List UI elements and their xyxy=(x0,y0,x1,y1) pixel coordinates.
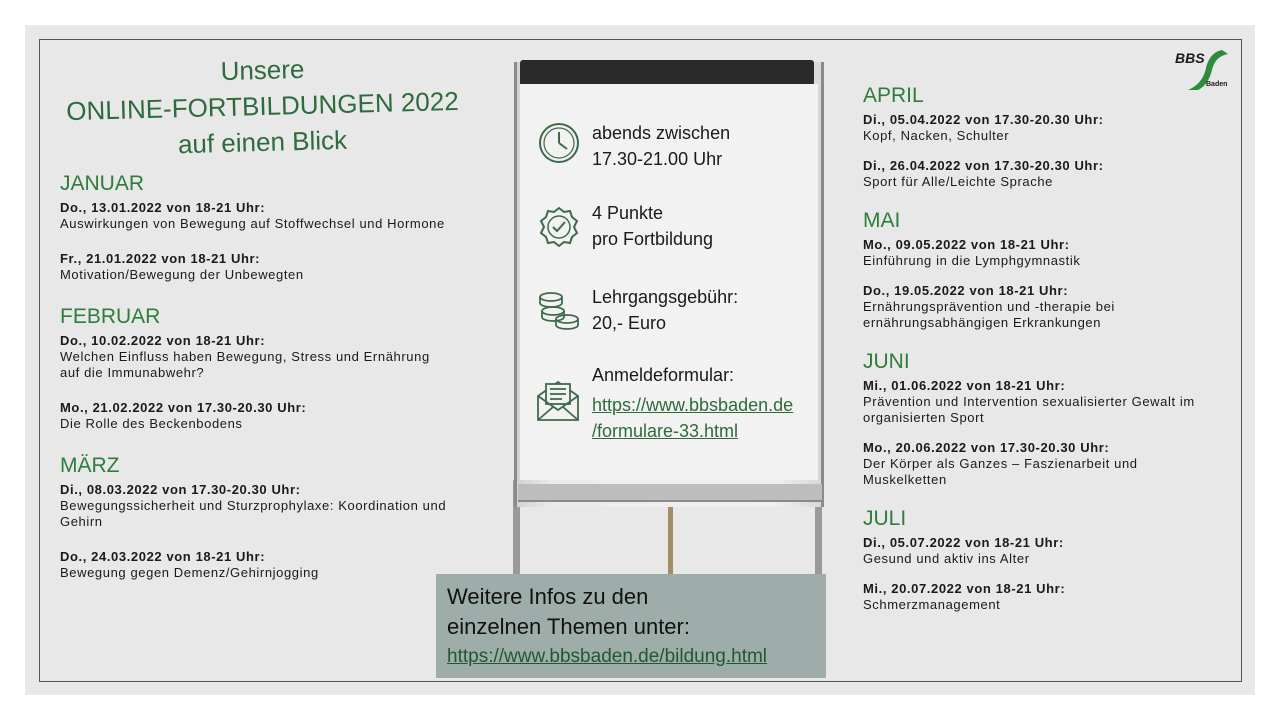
event-item xyxy=(863,378,1208,426)
event-item xyxy=(863,112,1208,144)
info-box xyxy=(436,574,826,678)
event-item xyxy=(60,400,450,432)
flipchart-tray xyxy=(518,484,822,502)
event-date: Do., 13.01.2022 von 18-21 Uhr: xyxy=(60,200,266,215)
month-section-april xyxy=(863,84,1208,190)
event-date: Di., 26.04.2022 von 17.30-20.30 Uhr: xyxy=(863,158,1104,173)
event-item xyxy=(863,283,1208,331)
event-date: Mo., 21.02.2022 von 17.30-20.30 Uhr: xyxy=(60,400,307,415)
month-heading: MÄRZ xyxy=(60,454,120,477)
fee-line-1: Lehrgangsgebühr: xyxy=(592,287,739,307)
event-date: Mi., 20.07.2022 von 18-21 Uhr: xyxy=(863,581,1066,596)
event-topic: Bewegungssicherheit und Sturzprophylaxe: Koordination und Gehirn xyxy=(60,498,447,529)
month-heading: JANUAR xyxy=(60,172,145,195)
event-item xyxy=(60,251,450,283)
clock-icon xyxy=(537,121,581,165)
left-schedule xyxy=(60,172,450,600)
points-line-2: pro Fortbildung xyxy=(592,229,714,249)
page-title xyxy=(50,52,475,160)
event-date: Di., 08.03.2022 von 17.30-20.30 Uhr: xyxy=(60,482,301,497)
event-topic: Auswirkungen von Bewegung auf Stoffwechsel und Hormone xyxy=(60,216,445,231)
info-link[interactable]: https://www.bbsbaden.de/bildung.html xyxy=(447,646,768,667)
event-item xyxy=(863,237,1208,269)
event-date: Mo., 20.06.2022 von 17.30-20.30 Uhr: xyxy=(863,440,1110,455)
event-topic: Prävention und Intervention sexualisierter Gewalt im organisierten Sport xyxy=(863,394,1195,425)
event-item xyxy=(863,535,1208,567)
event-date: Fr., 21.01.2022 von 18-21 Uhr: xyxy=(60,251,261,266)
info-box-text xyxy=(447,582,690,642)
event-item xyxy=(60,549,450,581)
event-topic: Welchen Einfluss haben Bewegung, Stress und Ernährung auf die Immunabwehr? xyxy=(60,349,430,380)
month-section-juni xyxy=(863,350,1208,488)
form-link-line-1[interactable]: https://www.bbsbaden.de xyxy=(592,395,794,415)
info-line-2: einzelnen Themen unter: xyxy=(447,614,690,639)
flipchart-form xyxy=(592,362,793,444)
fee-line-2: 20,- Euro xyxy=(592,313,667,333)
title-line-1: Unsere xyxy=(220,53,305,87)
event-topic: Sport für Alle/Leichte Sprache xyxy=(863,174,1053,189)
right-schedule xyxy=(863,84,1208,632)
badge-check-icon xyxy=(537,205,581,249)
event-date: Di., 05.07.2022 von 18-21 Uhr: xyxy=(863,535,1064,550)
event-item xyxy=(60,200,450,232)
month-section-februar xyxy=(60,305,450,432)
event-date: Mo., 09.05.2022 von 18-21 Uhr: xyxy=(863,237,1070,252)
event-topic: Kopf, Nacken, Schulter xyxy=(863,128,1010,143)
event-topic: Bewegung gegen Demenz/Gehirnjogging xyxy=(60,565,319,580)
month-section-juli xyxy=(863,507,1208,613)
event-date: Do., 24.03.2022 von 18-21 Uhr: xyxy=(60,549,266,564)
event-date: Do., 10.02.2022 von 18-21 Uhr: xyxy=(60,333,266,348)
event-topic: Der Körper als Ganzes – Faszienarbeit und Muskelketten xyxy=(863,456,1138,487)
flipchart-points xyxy=(592,200,713,252)
month-section-maerz xyxy=(60,454,450,581)
logo-sub: Baden xyxy=(1206,81,1228,88)
event-item xyxy=(863,440,1208,488)
event-topic: Motivation/Bewegung der Unbewegten xyxy=(60,267,304,282)
month-heading: MAI xyxy=(863,209,901,232)
flipchart-clamp xyxy=(520,60,814,86)
flipchart-time xyxy=(592,120,730,172)
form-link-line-2[interactable]: /formulare-33.html xyxy=(592,421,739,441)
time-line-2: 17.30-21.00 Uhr xyxy=(592,149,723,169)
event-topic: Schmerzmanagement xyxy=(863,597,1001,612)
form-link[interactable] xyxy=(592,392,793,444)
event-item xyxy=(60,482,450,530)
flipchart-fee xyxy=(592,284,738,336)
bbs-logo xyxy=(1172,46,1232,92)
points-line-1: 4 Punkte xyxy=(592,203,664,223)
event-item xyxy=(60,333,450,381)
event-date: Di., 05.04.2022 von 17.30-20.30 Uhr: xyxy=(863,112,1104,127)
event-topic: Einführung in die Lymphgymnastik xyxy=(863,253,1081,268)
month-section-mai xyxy=(863,209,1208,331)
event-item xyxy=(863,158,1208,190)
month-heading: JULI xyxy=(863,507,907,530)
event-topic: Gesund und aktiv ins Alter xyxy=(863,551,1030,566)
event-topic: Ernährungsprävention und -therapie bei ernährungsabhängigen Erkrankungen xyxy=(863,299,1115,330)
event-date: Do., 19.05.2022 von 18-21 Uhr: xyxy=(863,283,1069,298)
event-date: Mi., 01.06.2022 von 18-21 Uhr: xyxy=(863,378,1066,393)
event-item xyxy=(863,581,1208,613)
month-heading: APRIL xyxy=(863,84,924,107)
event-topic: Die Rolle des Beckenbodens xyxy=(60,416,243,431)
time-line-1: abends zwischen xyxy=(592,123,731,143)
envelope-icon xyxy=(535,376,581,424)
info-line-1: Weitere Infos zu den xyxy=(447,584,649,609)
month-heading: JUNI xyxy=(863,350,910,373)
coins-icon xyxy=(535,289,583,333)
title-line-2: ONLINE-FORTBILDUNGEN 2022 xyxy=(65,85,460,127)
stand-leg-center xyxy=(668,500,673,580)
month-heading: FEBRUAR xyxy=(60,305,161,328)
logo-text: BBS xyxy=(1175,50,1205,66)
title-line-3: auf einen Blick xyxy=(177,124,348,160)
form-label: Anmeldeformular: xyxy=(592,365,735,385)
month-section-januar xyxy=(60,172,450,283)
